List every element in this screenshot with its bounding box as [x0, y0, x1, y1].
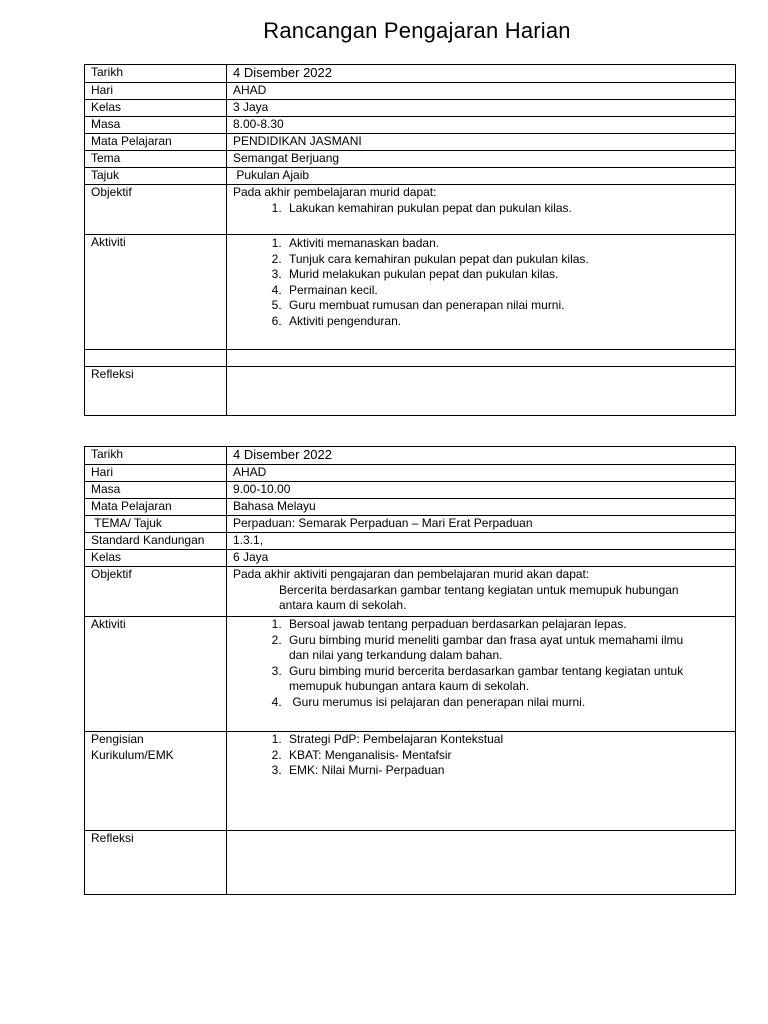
- row-tema: [85, 151, 736, 168]
- row-empty: [85, 350, 736, 367]
- value-masa: 9.00-10.00: [227, 482, 736, 499]
- label-kelas: Kelas: [85, 100, 227, 117]
- list-item: 2. KBAT: Menganalisis- Mentafsir: [285, 748, 735, 764]
- label-refleksi: Refleksi: [85, 831, 227, 895]
- list-item: 1. Strategi PdP: Pembelajaran Kontekstual: [285, 732, 735, 748]
- list-item: 6. Aktiviti pengenduran.: [285, 314, 735, 330]
- label-pengisian-line: Kurikulum/EMK: [91, 747, 174, 762]
- value-hari: AHAD: [227, 83, 736, 100]
- empty-cell: [85, 350, 227, 367]
- label-refleksi: Refleksi: [85, 367, 227, 416]
- row-masa: [85, 482, 736, 499]
- list-item: [285, 633, 735, 664]
- label-objektif: Objektif: [85, 185, 227, 235]
- value-standard-kandungan: 1.3.1,: [227, 533, 736, 550]
- objektif-text: antara kaum di sekolah.: [279, 598, 407, 612]
- row-refleksi: [85, 367, 736, 416]
- value-kelas: 6 Jaya: [227, 550, 736, 567]
- list-item: 1. Aktiviti memanaskan badan.: [285, 236, 735, 252]
- label-pengisian: [85, 732, 227, 831]
- label-objektif: Objektif: [85, 567, 227, 617]
- label-pengisian-line: Pengisian: [91, 732, 144, 746]
- row-hari: [85, 465, 736, 482]
- list-item: [285, 695, 735, 711]
- aktiviti-list: [233, 617, 735, 710]
- label-mata-pelajaran: Mata Pelajaran: [85, 134, 227, 151]
- row-mata-pelajaran: [85, 134, 736, 151]
- aktiviti-list: [233, 236, 735, 329]
- list-item-line: 4. Guru merumus isi pelajaran dan penerapan nilai murni.: [289, 694, 586, 709]
- lesson-plan-table-2: [84, 446, 736, 895]
- row-objektif: [85, 185, 736, 235]
- row-refleksi: [85, 831, 736, 895]
- list-item: 1. Lakukan kemahiran pukulan pepat dan pukulan kilas.: [285, 201, 735, 217]
- row-kelas: [85, 100, 736, 117]
- value-tarikh: 4 Disember 2022: [227, 65, 736, 83]
- list-item: 5. Guru membuat rumusan dan penerapan nilai murni.: [285, 298, 735, 314]
- list-item: 3. EMK: Nilai Murni- Perpaduan: [285, 763, 735, 779]
- value-aktiviti: [227, 235, 736, 350]
- objektif-intro: Pada akhir pembelajaran murid dapat:: [233, 185, 437, 199]
- label-standard-kandungan: Standard Kandungan: [85, 533, 227, 550]
- row-tema-tajuk: [85, 516, 736, 533]
- row-masa: [85, 117, 736, 134]
- list-item: [285, 664, 735, 695]
- value-kelas: 3 Jaya: [227, 100, 736, 117]
- objektif-intro: Pada akhir aktiviti pengajaran dan pembelajaran murid akan dapat:: [233, 567, 590, 581]
- list-item: [285, 617, 735, 633]
- list-item-line: dan nilai yang terkandung dalam bahan.: [289, 648, 503, 662]
- list-item: 2. Tunjuk cara kemahiran pukulan pepat dan pukulan kilas.: [285, 252, 735, 268]
- value-objektif: [227, 567, 736, 617]
- list-item-line: 1. Bersoal jawab tentang perpaduan berdasarkan pelajaran lepas.: [289, 617, 627, 631]
- label-tema: Tema: [85, 151, 227, 168]
- pengisian-list: [233, 732, 735, 779]
- row-hari: [85, 83, 736, 100]
- value-tema-tajuk: Perpaduan: Semarak Perpaduan – Mari Erat Perpaduan: [227, 516, 736, 533]
- value-refleksi: [227, 831, 736, 895]
- value-tarikh: 4 Disember 2022: [227, 447, 736, 465]
- page-title: Rancangan Pengajaran Harian: [263, 18, 571, 43]
- list-item-line: 2. Guru bimbing murid meneliti gambar dan frasa ayat untuk memahami ilmu: [289, 632, 684, 647]
- value-tema: Semangat Berjuang: [227, 151, 736, 168]
- value-masa: 8.00-8.30: [227, 117, 736, 134]
- row-aktiviti: [85, 235, 736, 350]
- list-item: 4. Permainan kecil.: [285, 283, 735, 299]
- label-kelas: Kelas: [85, 550, 227, 567]
- value-pengisian: [227, 732, 736, 831]
- row-standard-kandungan: [85, 533, 736, 550]
- label-masa: Masa: [85, 117, 227, 134]
- value-aktiviti: [227, 617, 736, 732]
- value-hari: AHAD: [227, 465, 736, 482]
- row-tarikh: [85, 65, 736, 83]
- row-aktiviti: [85, 617, 736, 732]
- value-mata-pelajaran: Bahasa Melayu: [227, 499, 736, 516]
- list-item-line: memupuk hubungan antara kaum di sekolah.: [289, 679, 530, 693]
- row-kelas: [85, 550, 736, 567]
- label-tarikh: Tarikh: [85, 447, 227, 465]
- label-tarikh: Tarikh: [85, 65, 227, 83]
- label-hari: Hari: [85, 83, 227, 100]
- list-item-line: 3. Guru bimbing murid bercerita berdasarkan gambar tentang kegiatan untuk: [289, 663, 684, 678]
- lesson-plan-table-1: [84, 64, 736, 416]
- row-objektif: [85, 567, 736, 617]
- objektif-list: [233, 201, 735, 217]
- row-mata-pelajaran: [85, 499, 736, 516]
- value-mata-pelajaran: PENDIDIKAN JASMANI: [227, 134, 736, 151]
- row-tajuk: [85, 168, 736, 185]
- list-item: 3. Murid melakukan pukulan pepat dan pukulan kilas.: [285, 267, 735, 283]
- label-masa: Masa: [85, 482, 227, 499]
- value-refleksi: [227, 367, 736, 416]
- label-tema-tajuk: TEMA/ Tajuk: [85, 516, 227, 533]
- value-objektif: [227, 185, 736, 235]
- label-hari: Hari: [85, 465, 227, 482]
- value-tajuk: Pukulan Ajaib: [227, 168, 736, 185]
- objektif-text: Bercerita berdasarkan gambar tentang kegiatan untuk memupuk hubungan: [279, 582, 679, 597]
- row-tarikh: [85, 447, 736, 465]
- row-pengisian: [85, 732, 736, 831]
- empty-cell: [227, 350, 736, 367]
- label-aktiviti: Aktiviti: [85, 617, 227, 732]
- label-aktiviti: Aktiviti: [85, 235, 227, 350]
- label-tajuk: Tajuk: [85, 168, 227, 185]
- label-mata-pelajaran: Mata Pelajaran: [85, 499, 227, 516]
